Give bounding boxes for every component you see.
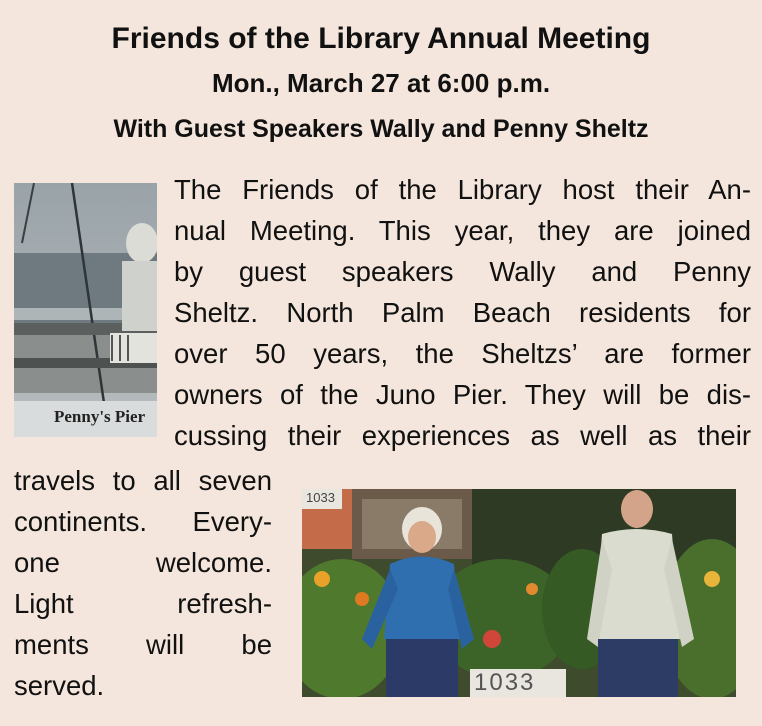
body-line: cussing their experiences as well as their: [174, 420, 751, 451]
body-line: over 50 years, the Sheltzs’ are former: [174, 338, 751, 369]
house-number-sign: 1033: [474, 669, 536, 696]
body-line: The Friends of the Library host their An-: [174, 174, 751, 205]
body-line: served.: [14, 670, 105, 701]
body-line: owners of the Juno Pier. They will be dis-: [174, 379, 751, 410]
body-line: continents. Every-: [14, 506, 272, 537]
speakers-photo: [302, 489, 736, 697]
body-line: by guest speakers Wally and Penny: [174, 256, 751, 287]
body-line: Light refresh-: [14, 588, 272, 619]
body-line: nual Meeting. This year, they are joined: [174, 215, 751, 246]
notice-title: Friends of the Library Annual Meeting: [111, 22, 651, 55]
notice-speakers: With Guest Speakers Wally and Penny Sheltz: [113, 115, 649, 143]
body-line: ments will be: [14, 629, 272, 660]
body-line: one welcome.: [14, 547, 272, 578]
pier-clipping-photo: [14, 183, 157, 437]
body-line: Sheltz. North Palm Beach residents for: [174, 297, 751, 328]
house-number-sign-small: 1033: [306, 490, 335, 505]
body-line: travels to all seven: [14, 465, 272, 496]
notice-date: Mon., March 27 at 6:00 p.m.: [211, 68, 551, 98]
clipping-caption: Penny's Pier: [54, 407, 146, 426]
